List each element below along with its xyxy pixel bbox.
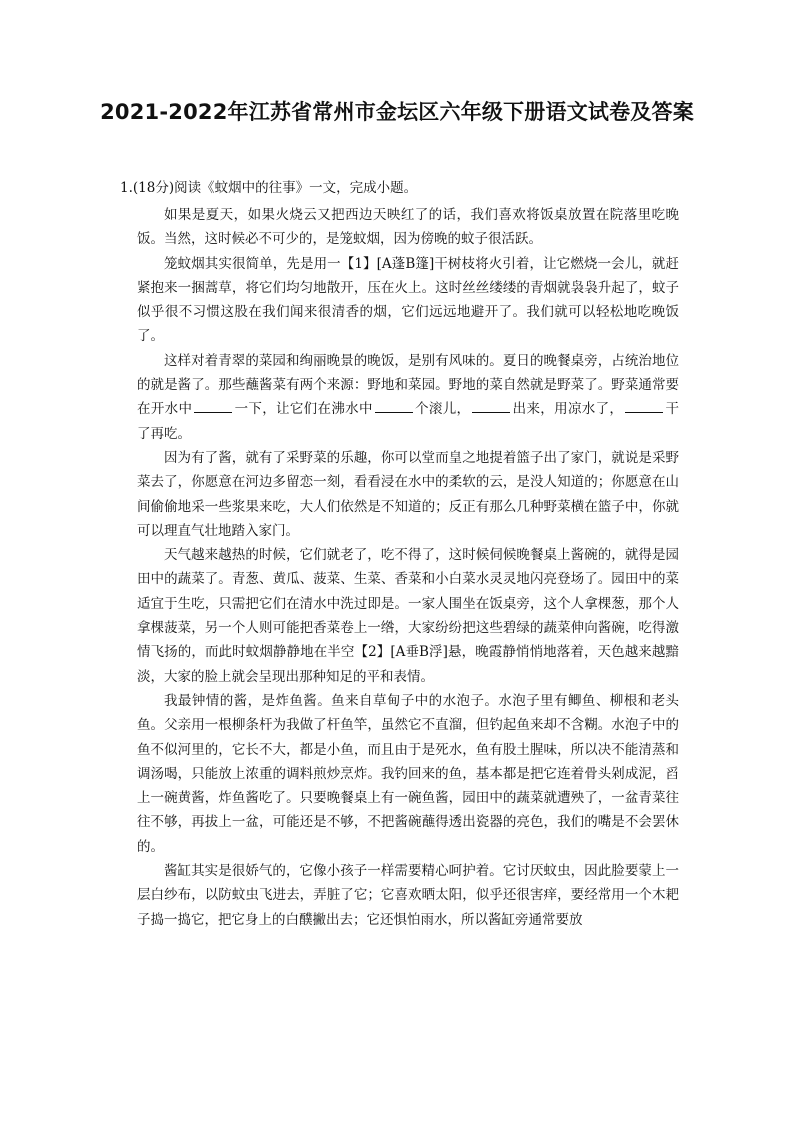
question-score: (18分) xyxy=(132,180,175,196)
paragraph xyxy=(137,446,679,543)
fill-blank[interactable] xyxy=(625,399,663,413)
paragraph-text: 这样对着青翠的菜园和绚丽晚景的晚饭，是别有风味的。夏日的晚餐桌旁，占统治地位的就是酱了。那些蘸酱菜有两个来源：野地和菜园。野地的菜自然就是野菜了。野菜通常要在开水中 xyxy=(137,352,679,418)
paragraph xyxy=(137,349,679,446)
paragraph-text: 因为有了酱，就有了采野菜的乐趣，你可以堂而皇之地提着篮子出了家门，就说是采野菜去了，你愿意在河边多留恋一刻，看看浸在水中的柔软的云，是没人知道的；你愿意在山间偷偷地采一些浆果来吃，大人们依然是不知道的；反正有那么几种野菜横在篮子中，你就可以理直气壮地踏入家门。 xyxy=(137,449,679,539)
document-title: 2021-2022年江苏省常州市金坛区六年级下册语文试卷及答案 xyxy=(100,100,694,124)
paragraph xyxy=(137,203,679,252)
paragraph-text: 如果是夏天，如果火烧云又把西边天映红了的话，我们喜欢将饭桌放置在院落里吃晚饭。当然，这时候必不可少的，是笼蚊烟，因为傍晚的蚊子很活跃。 xyxy=(137,207,679,248)
fill-blank[interactable] xyxy=(472,399,510,413)
paragraph-text: 出来，用凉水了， xyxy=(512,401,624,418)
paragraph xyxy=(137,543,679,689)
question-header xyxy=(120,177,680,199)
paragraph-text: 一下，让它们在沸水中 xyxy=(234,401,373,418)
fill-blank[interactable] xyxy=(194,399,232,413)
paragraph-text: 酱缸其实是很娇气的，它像小孩子一样需要精心呵护着。它讨厌蚊虫，因此脸要蒙上一层白纱布，以防蚊虫飞进去，弄脏了它；它喜欢晒太阳，似乎还很害痒，要经常用一个木耙子捣一捣它，把它身上的白醭撇出去；它还惧怕雨水，所以酱缸旁通常要放 xyxy=(137,863,679,928)
paragraph xyxy=(137,859,679,932)
paragraph-text: 干了再吃。 xyxy=(137,401,680,442)
paragraph xyxy=(137,689,679,859)
paragraph-text: 个滚儿， xyxy=(414,401,471,418)
question-instruction: 阅读《蚊烟中的往事》一文，完成小题。 xyxy=(174,180,418,196)
question-number: 1. xyxy=(120,180,133,196)
reading-passage xyxy=(137,203,679,932)
paragraph xyxy=(137,252,679,349)
fill-blank[interactable] xyxy=(375,399,413,413)
paragraph-text: 天气越来越热的时候，它们就老了，吃不得了，这时候伺候晚餐桌上酱碗的，就得是园田中的蔬菜了。青葱、黄瓜、菠菜、生菜、香菜和小白菜水灵灵地闪亮登场了。园田中的菜适宜于生吃，只需把它们在清水中洗过即是。一家人围坐在饭桌旁，这个人拿棵葱，那个人拿棵菠菜，另一个人则可能把香菜卷上一绺，大家纷纷把这些碧绿的蔬菜伸向酱碗，吃得激情飞扬的，而此时蚊烟静静地在半空【2】[A垂B浮]悬，晚霞静悄悄地落着，天色越来越黯淡，大家的脸上就会呈现出那种知足的平和表情。 xyxy=(137,547,679,685)
paragraph-text: 我最钟情的酱，是炸鱼酱。鱼来自草甸子中的水泡子。水泡子里有鲫鱼、柳根和老头鱼。父亲用一根柳条杆为我做了杆鱼竿，虽然它不直溜，但钓起鱼来却不含糊。水泡子中的鱼不似河里的，它长不大，都是小鱼，而且由于是死水，鱼有股土腥味，所以决不能清蒸和调汤喝，只能放上浓重的调料煎炒烹炸。我钓回来的鱼，基本都是把它连着骨头剁成泥，舀上一碗黄酱，炸鱼酱吃了。只要晚餐桌上有一碗鱼酱，园田中的蔬菜就遭殃了，一盆青菜往往不够，再拔上一盆，可能还是不够，不把酱碗蘸得透出瓷器的亮色，我们的嘴是不会罢休的。 xyxy=(137,692,679,855)
paragraph-text: 笼蚊烟其实很简单，先是用一【1】[A蓬B篷]干树枝将火引着，让它燃烧一会儿，就赶紧抱来一捆蒿草，将它们均匀地散开，压在火上。这时丝丝缕缕的青烟就袅袅升起了，蚊子似乎很不习惯这股在我们闻来很清香的烟，它们远远地避开了。我们就可以轻松地吃晚饭了。 xyxy=(137,255,679,345)
